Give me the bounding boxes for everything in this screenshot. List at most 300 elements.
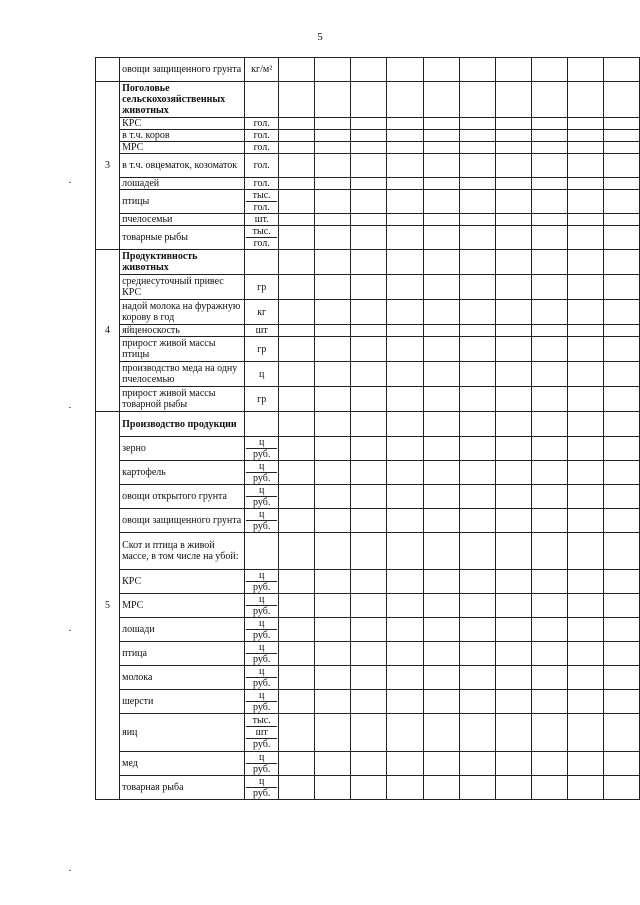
indicator-name: зерно <box>120 437 245 461</box>
table-row <box>96 250 640 275</box>
data-cell <box>459 190 495 214</box>
table-row <box>96 509 640 533</box>
data-cell <box>495 214 531 226</box>
data-cell <box>459 275 495 300</box>
data-cell <box>351 642 387 666</box>
data-cell <box>459 300 495 325</box>
data-cell <box>315 178 351 190</box>
data-cell <box>279 275 315 300</box>
data-cell <box>315 275 351 300</box>
table-row <box>96 570 640 594</box>
data-cell <box>531 533 567 570</box>
data-cell <box>279 387 315 412</box>
data-cell <box>567 437 603 461</box>
data-cell <box>387 412 423 437</box>
unit-cell <box>245 533 279 570</box>
data-cell <box>315 154 351 178</box>
table-row <box>96 190 640 214</box>
indicator-name: МРС <box>120 142 245 154</box>
table-row <box>96 594 640 618</box>
data-cell <box>279 485 315 509</box>
unit-label: шт <box>246 727 277 739</box>
data-cell <box>387 690 423 714</box>
unit-label: ц <box>258 368 265 380</box>
data-cell <box>495 642 531 666</box>
unit-label: ц <box>246 594 277 606</box>
data-cell <box>459 642 495 666</box>
data-cell <box>495 82 531 118</box>
unit-label: ц <box>246 690 277 702</box>
unit-cell <box>245 300 279 325</box>
data-cell <box>567 325 603 337</box>
indicator-name: Поголовье сельскохозяйственных животных <box>120 82 245 118</box>
unit-cell <box>245 570 279 594</box>
unit-label: руб. <box>253 606 271 617</box>
data-cell <box>531 776 567 800</box>
data-cell <box>567 130 603 142</box>
data-cell <box>315 250 351 275</box>
unit-cell <box>245 130 279 142</box>
indicator-name: яйценоскость <box>120 325 245 337</box>
data-cell <box>351 58 387 82</box>
unit-cell <box>245 594 279 618</box>
table-row <box>96 300 640 325</box>
indicator-name: лошадей <box>120 178 245 190</box>
data-cell <box>531 362 567 387</box>
data-cell <box>423 214 459 226</box>
data-cell <box>603 714 639 752</box>
table-row <box>96 437 640 461</box>
data-cell <box>603 533 639 570</box>
indicator-name: шерсти <box>120 690 245 714</box>
data-cell <box>423 690 459 714</box>
data-cell <box>351 714 387 752</box>
data-table <box>95 57 640 800</box>
data-cell <box>495 666 531 690</box>
data-cell <box>459 412 495 437</box>
data-cell <box>351 570 387 594</box>
data-cell <box>567 214 603 226</box>
table-row <box>96 776 640 800</box>
data-cell <box>459 325 495 337</box>
data-cell <box>423 362 459 387</box>
data-cell <box>315 118 351 130</box>
data-cell <box>567 82 603 118</box>
unit-label: тыс. <box>246 190 277 202</box>
data-cell <box>387 485 423 509</box>
data-cell <box>567 485 603 509</box>
indicator-name: товарные рыбы <box>120 226 245 250</box>
unit-label: ц <box>246 618 277 630</box>
unit-cell <box>245 642 279 666</box>
data-cell <box>279 118 315 130</box>
data-cell <box>423 714 459 752</box>
data-cell <box>279 594 315 618</box>
data-cell <box>567 461 603 485</box>
data-cell <box>423 412 459 437</box>
data-cell <box>459 250 495 275</box>
data-cell <box>351 533 387 570</box>
data-cell <box>387 437 423 461</box>
data-cell <box>351 275 387 300</box>
data-cell <box>387 154 423 178</box>
data-cell <box>459 337 495 362</box>
data-cell <box>387 776 423 800</box>
data-cell <box>279 214 315 226</box>
data-cell <box>423 485 459 509</box>
table-row <box>96 130 640 142</box>
data-cell <box>603 154 639 178</box>
unit-cell <box>245 118 279 130</box>
data-cell <box>567 178 603 190</box>
data-cell <box>531 642 567 666</box>
data-cell <box>351 178 387 190</box>
data-cell <box>423 509 459 533</box>
data-cell <box>603 642 639 666</box>
indicator-name: яиц <box>120 714 245 752</box>
data-cell <box>495 250 531 275</box>
table-row <box>96 690 640 714</box>
data-cell <box>531 58 567 82</box>
data-cell <box>567 300 603 325</box>
data-cell <box>387 509 423 533</box>
unit-label: руб. <box>253 654 271 665</box>
data-cell <box>531 485 567 509</box>
data-cell <box>279 142 315 154</box>
unit-label: руб. <box>253 678 271 689</box>
data-cell <box>387 325 423 337</box>
data-cell <box>531 437 567 461</box>
data-cell <box>423 275 459 300</box>
data-cell <box>387 594 423 618</box>
unit-label: гол. <box>253 118 270 129</box>
data-cell <box>495 130 531 142</box>
data-cell <box>603 226 639 250</box>
data-cell <box>423 250 459 275</box>
data-cell <box>531 690 567 714</box>
data-cell <box>315 509 351 533</box>
section-number <box>96 58 120 82</box>
data-cell <box>531 154 567 178</box>
data-cell <box>387 642 423 666</box>
data-cell <box>423 226 459 250</box>
unit-label: руб. <box>253 788 271 799</box>
data-cell <box>315 337 351 362</box>
unit-label: руб. <box>253 582 271 593</box>
data-cell <box>531 325 567 337</box>
data-cell <box>459 752 495 776</box>
data-cell <box>531 714 567 752</box>
data-cell <box>279 618 315 642</box>
data-cell <box>603 412 639 437</box>
data-cell <box>567 714 603 752</box>
data-cell <box>279 82 315 118</box>
data-cell <box>603 142 639 154</box>
data-cell <box>423 776 459 800</box>
unit-label: тыс. <box>246 715 277 727</box>
indicator-name: надой молока на фуражную корову в год <box>120 300 245 325</box>
data-cell <box>279 300 315 325</box>
data-cell <box>279 437 315 461</box>
section-number: 3 <box>96 82 120 250</box>
table-row <box>96 58 640 82</box>
data-cell <box>603 325 639 337</box>
table-row <box>96 178 640 190</box>
data-cell <box>459 118 495 130</box>
data-cell <box>567 776 603 800</box>
table-row <box>96 714 640 752</box>
data-cell <box>351 142 387 154</box>
data-cell <box>423 300 459 325</box>
data-cell <box>279 190 315 214</box>
unit-label: руб. <box>253 521 271 532</box>
data-cell <box>279 461 315 485</box>
data-cell <box>279 362 315 387</box>
data-cell <box>495 118 531 130</box>
table-row <box>96 412 640 437</box>
data-cell <box>351 509 387 533</box>
table-row <box>96 387 640 412</box>
data-cell <box>279 178 315 190</box>
data-cell <box>351 412 387 437</box>
table-row <box>96 752 640 776</box>
indicator-name: Продуктивность животных <box>120 250 245 275</box>
unit-label: гол. <box>253 238 270 249</box>
unit-cell <box>245 776 279 800</box>
data-cell <box>423 130 459 142</box>
unit-label: руб. <box>253 449 271 460</box>
unit-label: руб. <box>253 630 271 641</box>
data-cell <box>603 666 639 690</box>
data-cell <box>351 776 387 800</box>
data-cell <box>387 362 423 387</box>
data-cell <box>567 509 603 533</box>
data-cell <box>387 82 423 118</box>
data-cell <box>387 214 423 226</box>
data-cell <box>495 387 531 412</box>
data-cell <box>495 337 531 362</box>
data-cell <box>567 118 603 130</box>
data-cell <box>279 58 315 82</box>
data-cell <box>603 690 639 714</box>
data-cell <box>603 509 639 533</box>
data-cell <box>567 275 603 300</box>
data-cell <box>423 618 459 642</box>
unit-label: кг <box>257 306 267 318</box>
data-cell <box>603 461 639 485</box>
data-cell <box>279 533 315 570</box>
data-cell <box>279 570 315 594</box>
unit-label: кг/м² <box>251 64 273 75</box>
data-cell <box>351 752 387 776</box>
indicator-name: овощи защищенного грунта <box>120 58 245 82</box>
unit-label: ц <box>246 509 277 521</box>
data-cell <box>495 362 531 387</box>
data-cell <box>567 412 603 437</box>
data-cell <box>351 362 387 387</box>
table-row <box>96 337 640 362</box>
data-cell <box>603 594 639 618</box>
data-cell <box>459 533 495 570</box>
data-cell <box>567 666 603 690</box>
data-cell <box>423 666 459 690</box>
unit-label: ц <box>246 485 277 497</box>
data-cell <box>459 226 495 250</box>
data-cell <box>351 337 387 362</box>
data-cell <box>387 178 423 190</box>
unit-cell <box>245 226 279 250</box>
data-cell <box>495 776 531 800</box>
data-cell <box>387 226 423 250</box>
unit-label: шт. <box>254 214 269 225</box>
data-cell <box>459 387 495 412</box>
data-cell <box>351 250 387 275</box>
data-cell <box>603 362 639 387</box>
data-cell <box>495 485 531 509</box>
data-cell <box>567 362 603 387</box>
data-cell <box>315 570 351 594</box>
data-cell <box>351 190 387 214</box>
data-cell <box>567 594 603 618</box>
data-cell <box>531 412 567 437</box>
unit-cell <box>245 142 279 154</box>
data-cell <box>603 618 639 642</box>
data-cell <box>603 437 639 461</box>
data-cell <box>315 130 351 142</box>
data-cell <box>315 461 351 485</box>
data-cell <box>567 337 603 362</box>
data-cell <box>567 642 603 666</box>
data-cell <box>387 714 423 752</box>
data-cell <box>531 300 567 325</box>
data-cell <box>423 752 459 776</box>
data-cell <box>279 666 315 690</box>
data-cell <box>387 461 423 485</box>
data-cell <box>459 714 495 752</box>
unit-cell <box>245 337 279 362</box>
data-cell <box>603 118 639 130</box>
table-row <box>96 533 640 570</box>
data-cell <box>531 752 567 776</box>
data-cell <box>459 214 495 226</box>
data-cell <box>495 142 531 154</box>
data-cell <box>567 533 603 570</box>
data-cell <box>279 776 315 800</box>
unit-cell <box>245 412 279 437</box>
data-cell <box>279 642 315 666</box>
data-cell <box>603 178 639 190</box>
data-cell <box>279 325 315 337</box>
data-cell <box>459 485 495 509</box>
data-cell <box>315 714 351 752</box>
data-cell <box>459 666 495 690</box>
data-cell <box>315 58 351 82</box>
unit-label: шт <box>255 325 268 336</box>
data-cell <box>423 594 459 618</box>
data-cell <box>567 570 603 594</box>
data-cell <box>351 154 387 178</box>
data-cell <box>387 118 423 130</box>
data-cell <box>531 337 567 362</box>
data-cell <box>387 142 423 154</box>
data-cell <box>603 485 639 509</box>
data-cell <box>279 337 315 362</box>
data-cell <box>387 666 423 690</box>
indicator-name: КРС <box>120 570 245 594</box>
data-cell <box>567 58 603 82</box>
unit-label: гр <box>257 281 267 293</box>
unit-label: ц <box>246 752 277 764</box>
unit-cell <box>245 214 279 226</box>
data-cell <box>279 714 315 752</box>
data-cell <box>315 226 351 250</box>
indicator-name: производство меда на одну пчелосемью <box>120 362 245 387</box>
data-cell <box>567 752 603 776</box>
data-cell <box>459 58 495 82</box>
data-cell <box>531 178 567 190</box>
indicator-name: Скот и птица в живой массе, в том числе на убой: <box>120 533 245 570</box>
data-cell <box>495 714 531 752</box>
table-row <box>96 275 640 300</box>
data-cell <box>351 226 387 250</box>
unit-cell <box>245 250 279 275</box>
data-cell <box>531 226 567 250</box>
data-cell <box>387 752 423 776</box>
data-cell <box>603 58 639 82</box>
data-cell <box>423 82 459 118</box>
section-number: 5 <box>96 412 120 800</box>
unit-label: гр <box>257 343 267 355</box>
section-number: 4 <box>96 250 120 412</box>
data-cell <box>495 752 531 776</box>
data-cell <box>603 300 639 325</box>
data-cell <box>495 533 531 570</box>
data-cell <box>315 776 351 800</box>
data-cell <box>387 533 423 570</box>
data-cell <box>351 300 387 325</box>
data-cell <box>279 752 315 776</box>
table-row <box>96 642 640 666</box>
unit-cell <box>245 58 279 82</box>
unit-label: ц <box>246 570 277 582</box>
data-cell <box>315 214 351 226</box>
indicator-name: овощи открытого грунта <box>120 485 245 509</box>
table-row <box>96 618 640 642</box>
indicator-name: овощи защищенного грунта <box>120 509 245 533</box>
data-cell <box>603 387 639 412</box>
data-cell <box>531 275 567 300</box>
data-cell <box>567 387 603 412</box>
data-cell <box>495 275 531 300</box>
margin-mark <box>69 870 71 871</box>
unit-cell <box>245 509 279 533</box>
data-cell <box>351 666 387 690</box>
data-cell <box>495 300 531 325</box>
indicator-name: молока <box>120 666 245 690</box>
data-cell <box>351 118 387 130</box>
data-cell <box>603 337 639 362</box>
data-cell <box>531 594 567 618</box>
data-cell <box>603 776 639 800</box>
indicator-name: картофель <box>120 461 245 485</box>
data-cell <box>567 190 603 214</box>
data-cell <box>387 570 423 594</box>
table-row <box>96 461 640 485</box>
indicator-name: среднесуточный привес КРС <box>120 275 245 300</box>
data-cell <box>423 118 459 130</box>
table-row <box>96 362 640 387</box>
data-cell <box>423 178 459 190</box>
